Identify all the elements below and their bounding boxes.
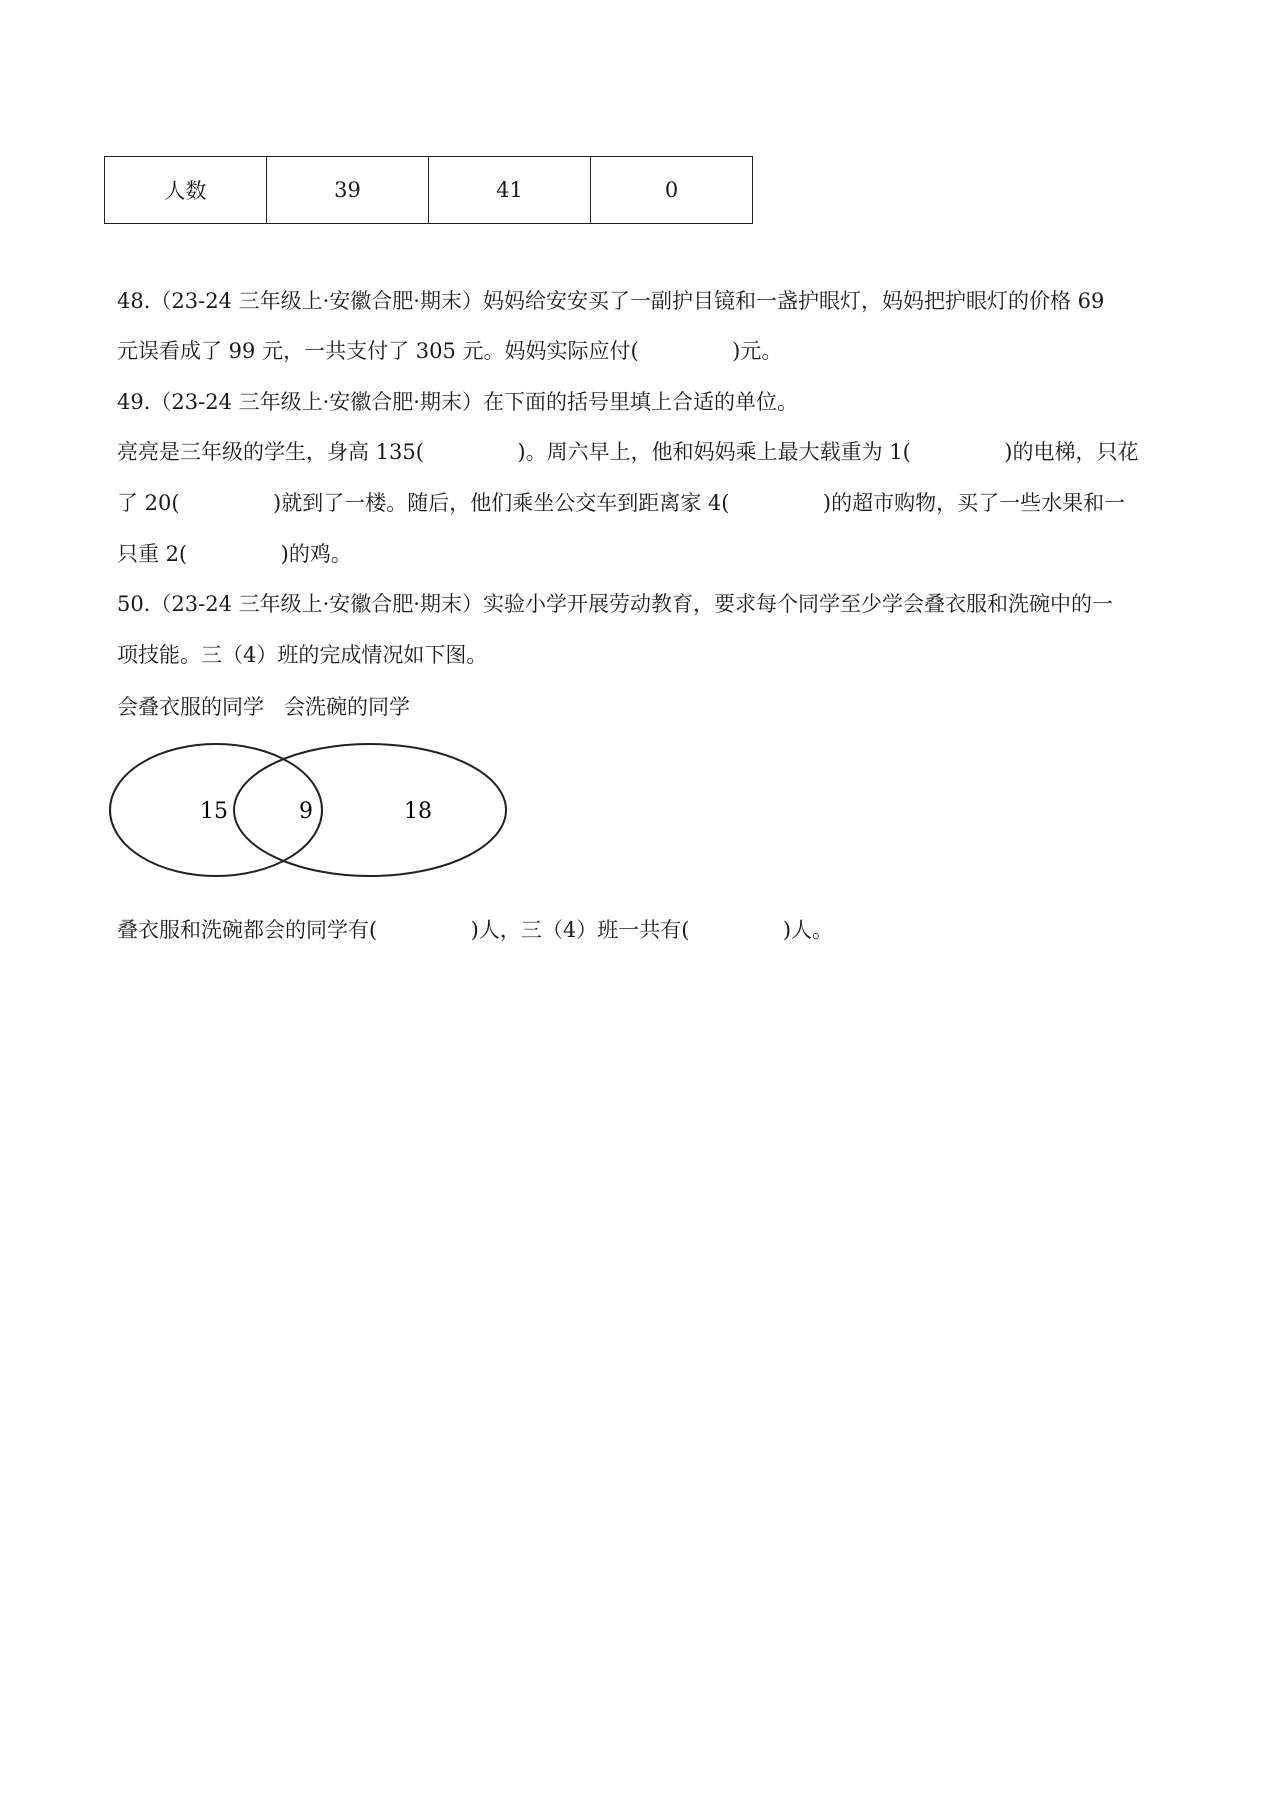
count-table [104, 156, 753, 224]
venn-left-only-value: 15 [200, 799, 228, 824]
q50-line-2: 项技能。三（4）班的完成情况如下图。 [117, 643, 488, 667]
table-row [105, 157, 753, 224]
q49-line-4: 只重 2( )的鸡。 [117, 542, 352, 566]
venn-both-value: 9 [299, 799, 313, 824]
q49-line-1: 49.（23-24 三年级上·安徽合肥·期末）在下面的括号里填上合适的单位。 [117, 390, 798, 414]
table-cell-label: 人数 [105, 157, 267, 224]
venn-diagram [108, 740, 508, 880]
q50-answer-line: 叠衣服和洗碗都会的同学有( )人，三（4）班一共有( )人。 [117, 918, 834, 942]
table-cell: 0 [591, 157, 753, 224]
table-cell: 39 [267, 157, 429, 224]
q50-line-1: 50.（23-24 三年级上·安徽合肥·期末）实验小学开展劳动教育，要求每个同学至少学会叠衣服和洗碗中的一 [117, 592, 1113, 616]
q49-line-2: 亮亮是三年级的学生，身高 135( )。周六早上，他和妈妈乘上最大载重为 1( )的电梯，只花 [117, 440, 1139, 464]
table-cell: 41 [429, 157, 591, 224]
venn-right-only-value: 18 [404, 799, 432, 824]
q48-line-2: 元误看成了 99 元，一共支付了 305 元。妈妈实际应付( )元。 [117, 339, 783, 363]
venn-circle-right [234, 744, 506, 876]
q49-line-3: 了 20( )就到了一楼。随后，他们乘坐公交车到距离家 4( )的超市购物，买了一些水果和一 [117, 491, 1126, 515]
q48-line-1: 48.（23-24 三年级上·安徽合肥·期末）妈妈给安安买了一副护目镜和一盏护眼灯，妈妈把护眼灯的价格 69 [117, 289, 1105, 313]
venn-labels: 会叠衣服的同学 会洗碗的同学 [117, 695, 411, 719]
